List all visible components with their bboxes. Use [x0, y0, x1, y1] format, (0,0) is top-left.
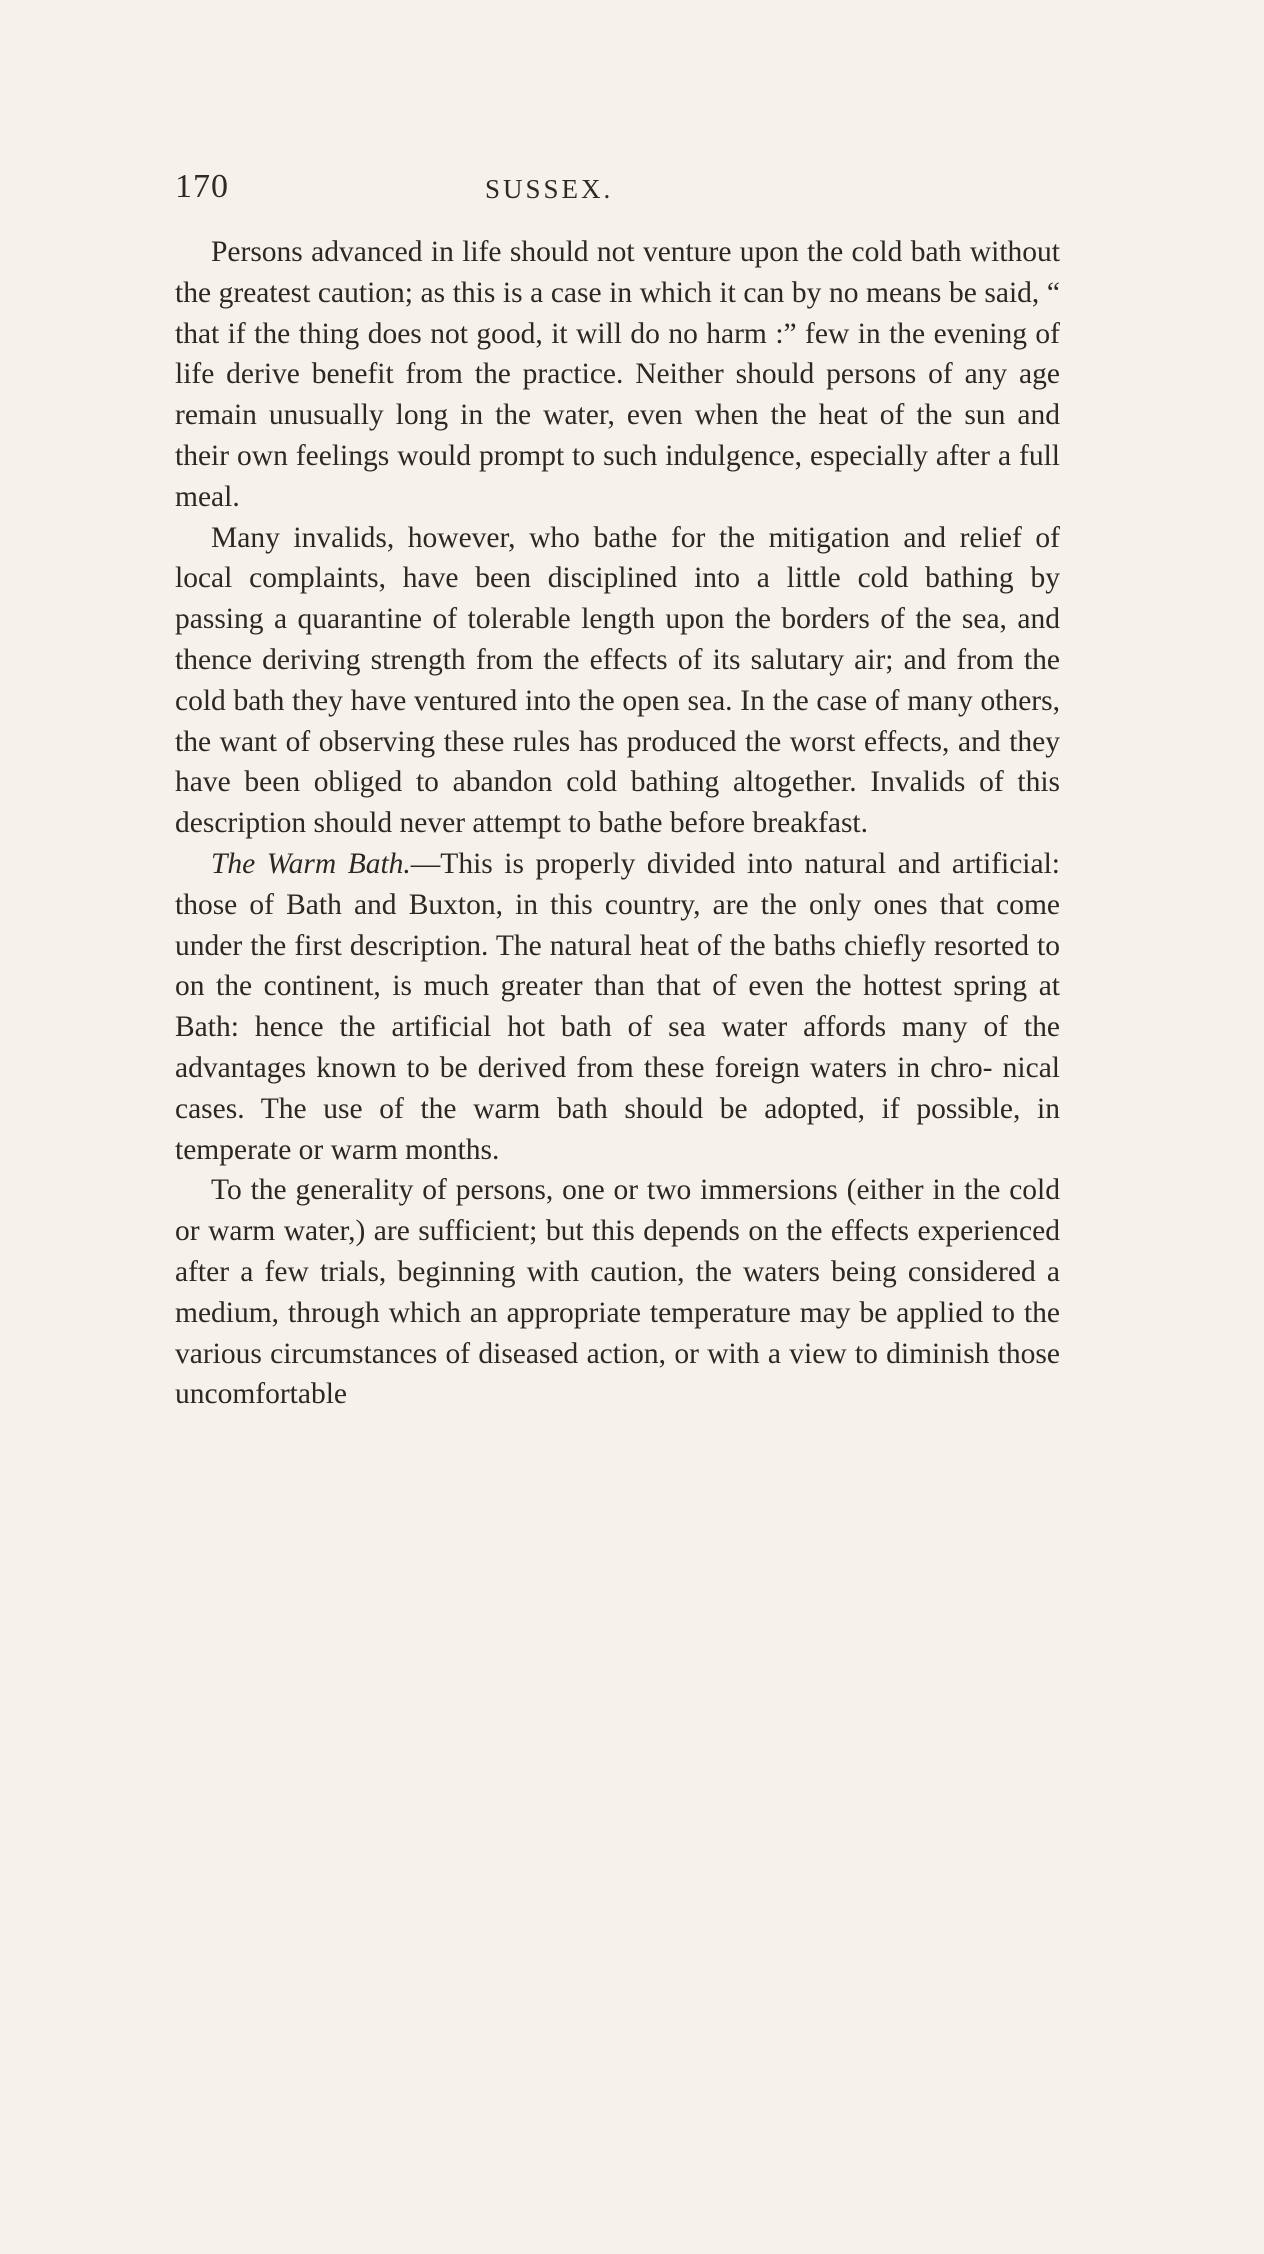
- body-text: [175, 232, 1060, 1415]
- paragraph-immersions: To the generality of persons, one or two immersions (either in the cold or warm water,) are sufficient; but this depends on the effects experienced after a few trials, beginning with caution, the waters being considered a medium, through which an appropriate temperature may be applied to the various circumstances of diseased action, or with a view to diminish those uncomfortable: [175, 1174, 1060, 1411]
- warm-bath-text: —This is properly divided into natural and artificial: those of Bath and Buxton, in this country, are the only ones that come under the first description. The natural heat of the baths chiefly resorted to on the continent, is much greater than that of even the hottest spring at Bath: hence the artificial hot bath of sea water affords many of the advantages known to be derived from these foreign waters in chro- nical cases. The use of the warm bath should be adopted, if possible, in temperate or warm months.: [175, 847, 1060, 1166]
- section-heading-warm-bath: The Warm Bath.: [211, 847, 411, 880]
- running-head: [175, 168, 1065, 208]
- paragraph-cold-bath-caution: Persons advanced in life should not venture upon the cold bath without the greatest caution; as this is a case in which it can by no means be said, “ that if the thing does not good, it will do no harm :” few in the evening of life derive benefit from the practice. Neither should persons of any age remain unusually long in the water, even when the heat of the sun and their own feelings would prompt to such indulgence, especially after a full meal.: [175, 236, 1060, 513]
- paragraph-invalids: Many invalids, however, who bathe for the mitigation and relief of local complaints, have been disciplined into a little cold bathing by passing a quarantine of tolerable length upon the borders of the sea, and thence deriving strength from the effects of its salutary air; and from the cold bath they have ventured into the open sea. In the case of many others, the want of observing these rules has produced the worst effects, and they have been obliged to abandon cold bathing altogether. Invalids of this description should never attempt to bathe before breakfast.: [175, 521, 1060, 840]
- running-title: SUSSEX.: [485, 174, 614, 204]
- page-number: 170: [175, 168, 229, 205]
- paragraph-warm-bath: [175, 844, 1060, 1170]
